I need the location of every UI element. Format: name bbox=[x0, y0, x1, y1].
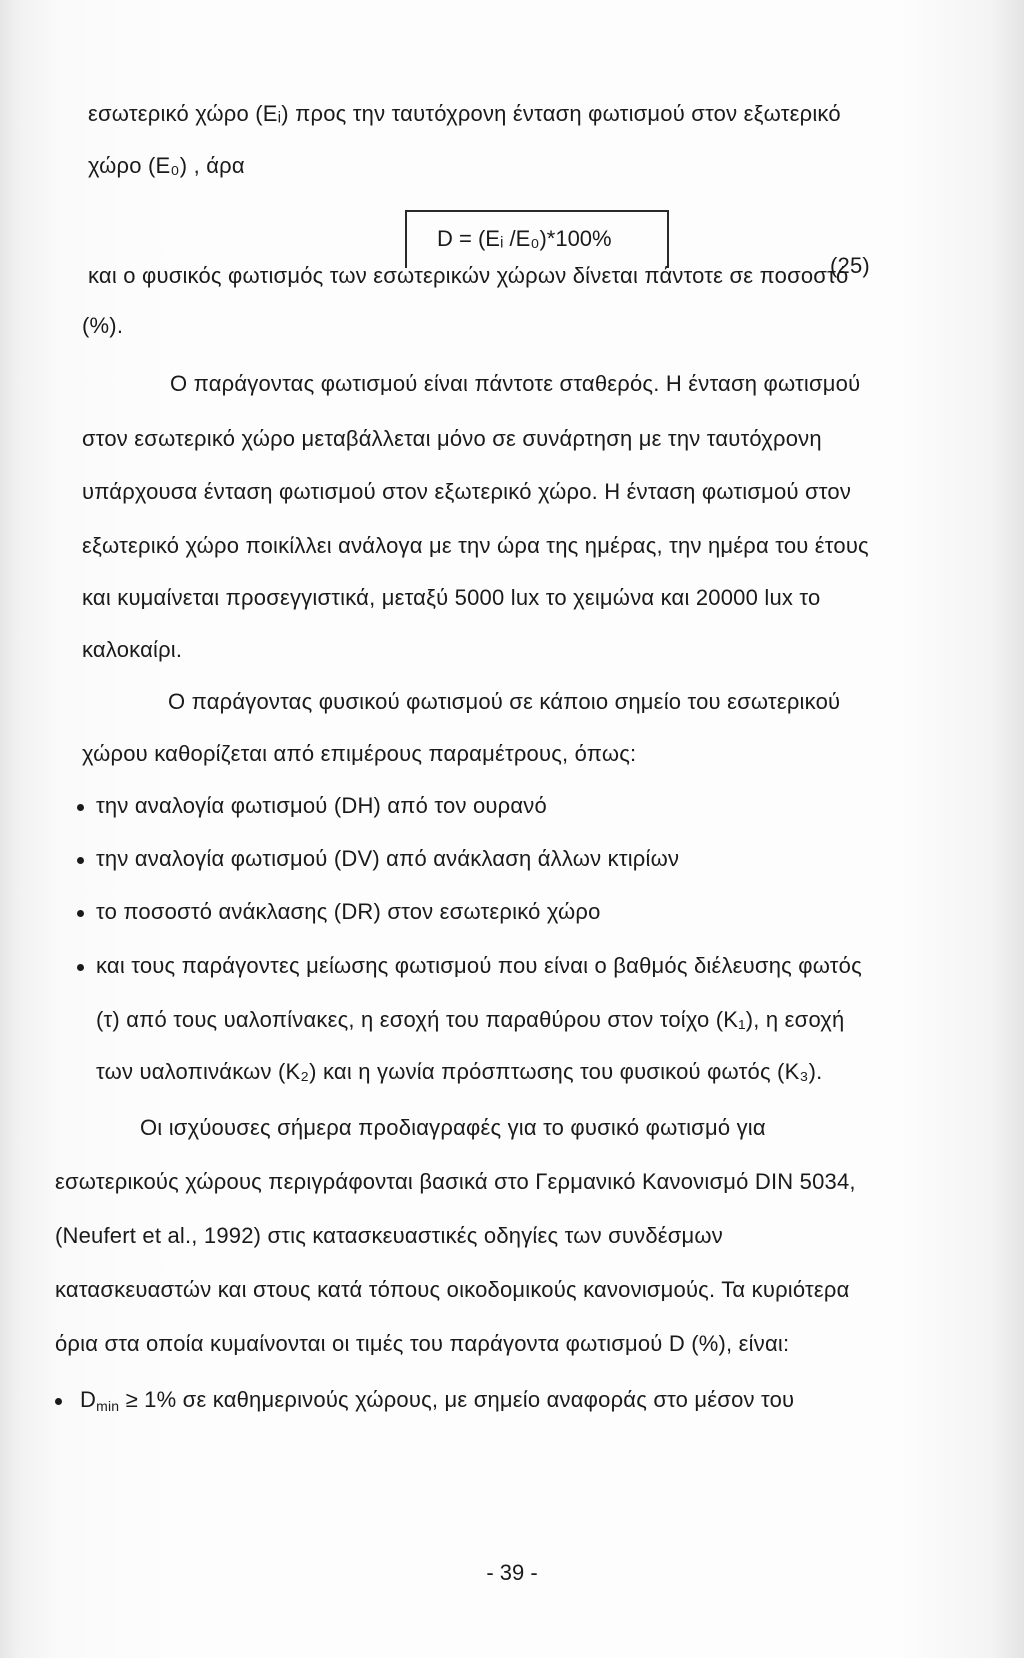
paragraph-line: και ο φυσικός φωτισμός των εσωτερικών χώρων δίνεται πάντοτε σε ποσοστό bbox=[88, 263, 849, 288]
paragraph-line: στον εσωτερικό χώρο μεταβάλλεται μόνο σε συνάρτηση με την ταυτόχρονη bbox=[82, 426, 822, 451]
dmin-subscript: min bbox=[96, 1398, 120, 1414]
bullet-icon bbox=[77, 964, 84, 971]
paragraph-line: εξωτερικό χώρο ποικίλλει ανάλογα με την ώρα της ημέρας, την ημέρα του έτους bbox=[82, 533, 869, 558]
list-item: το ποσοστό ανάκλασης (DR) στον εσωτερικό χώρο bbox=[96, 899, 601, 924]
formula-box bbox=[405, 210, 669, 268]
equation-number: (25) bbox=[830, 253, 870, 278]
list-item: και τους παράγοντες μείωσης φωτισμού που είναι ο βαθμός διέλευσης φωτός bbox=[96, 953, 862, 978]
paragraph-line: Οι ισχύουσες σήμερα προδιαγραφές για το φυσικό φωτισμό για bbox=[140, 1115, 766, 1140]
paragraph-line: χώρο (E₀) , άρα bbox=[88, 153, 245, 178]
list-item-continuation: των υαλοπινάκων (K₂) και η γωνία πρόσπτωσης του φυσικού φωτός (K₃). bbox=[96, 1059, 823, 1084]
bullet-icon bbox=[77, 910, 84, 917]
paragraph-line: (Neufert et al., 1992) στις κατασκευαστικές οδηγίες των συνδέσμων bbox=[55, 1223, 724, 1248]
paragraph-line: Ο παράγοντας φυσικού φωτισμού σε κάποιο σημείο του εσωτερικού bbox=[168, 689, 841, 714]
list-item-continuation: (τ) από τους υαλοπίνακες, η εσοχή του παραθύρου στον τοίχο (K₁), η εσοχή bbox=[96, 1007, 845, 1032]
dmin-symbol: D bbox=[80, 1387, 97, 1412]
bullet-icon bbox=[77, 857, 84, 864]
paragraph-line: καλοκαίρι. bbox=[82, 637, 183, 662]
bullet-icon bbox=[55, 1398, 62, 1405]
paragraph-line: εσωτερικούς χώρους περιγράφονται βασικά στο Γερμανικό Κανονισμό DIN 5034, bbox=[55, 1169, 856, 1194]
list-item: την αναλογία φωτισμού (DH) από τον ουρανό bbox=[96, 793, 547, 818]
paragraph-line: χώρου καθορίζεται από επιμέρους παραμέτρους, όπως: bbox=[82, 741, 637, 766]
paragraph-line: (%). bbox=[82, 313, 124, 338]
paragraph-line: κατασκευαστών και στους κατά τόπους οικοδομικούς κανονισμούς. Τα κυριότερα bbox=[55, 1277, 850, 1302]
paragraph-line: υπάρχουσα ένταση φωτισμού στον εξωτερικό χώρο. Η ένταση φωτισμού στον bbox=[82, 479, 852, 504]
paragraph-line: εσωτερικό χώρο (Eᵢ) προς την ταυτόχρονη ένταση φωτισμού στον εξωτερικό bbox=[88, 101, 841, 126]
bullet-icon bbox=[77, 804, 84, 811]
page-number: - 39 - bbox=[486, 1560, 538, 1585]
paragraph-line: και κυμαίνεται προσεγγιστικά, μεταξύ 5000 lux το χειμώνα και 20000 lux το bbox=[82, 585, 821, 610]
paragraph-line: Ο παράγοντας φωτισμού είναι πάντοτε σταθερός. Η ένταση φωτισμού bbox=[170, 371, 861, 396]
dmin-text: ≥ 1% σε καθημερινούς χώρους, με σημείο αναφοράς στο μέσον του bbox=[119, 1387, 795, 1412]
list-item bbox=[80, 1386, 794, 1420]
paragraph-line: όρια στα οποία κυμαίνονται οι τιμές του παράγοντα φωτισμού D (%), είναι: bbox=[55, 1331, 790, 1356]
list-item: την αναλογία φωτισμού (DV) από ανάκλαση άλλων κτιρίων bbox=[96, 846, 680, 871]
formula-text: D = (Eᵢ /E₀)*100% bbox=[437, 226, 612, 251]
